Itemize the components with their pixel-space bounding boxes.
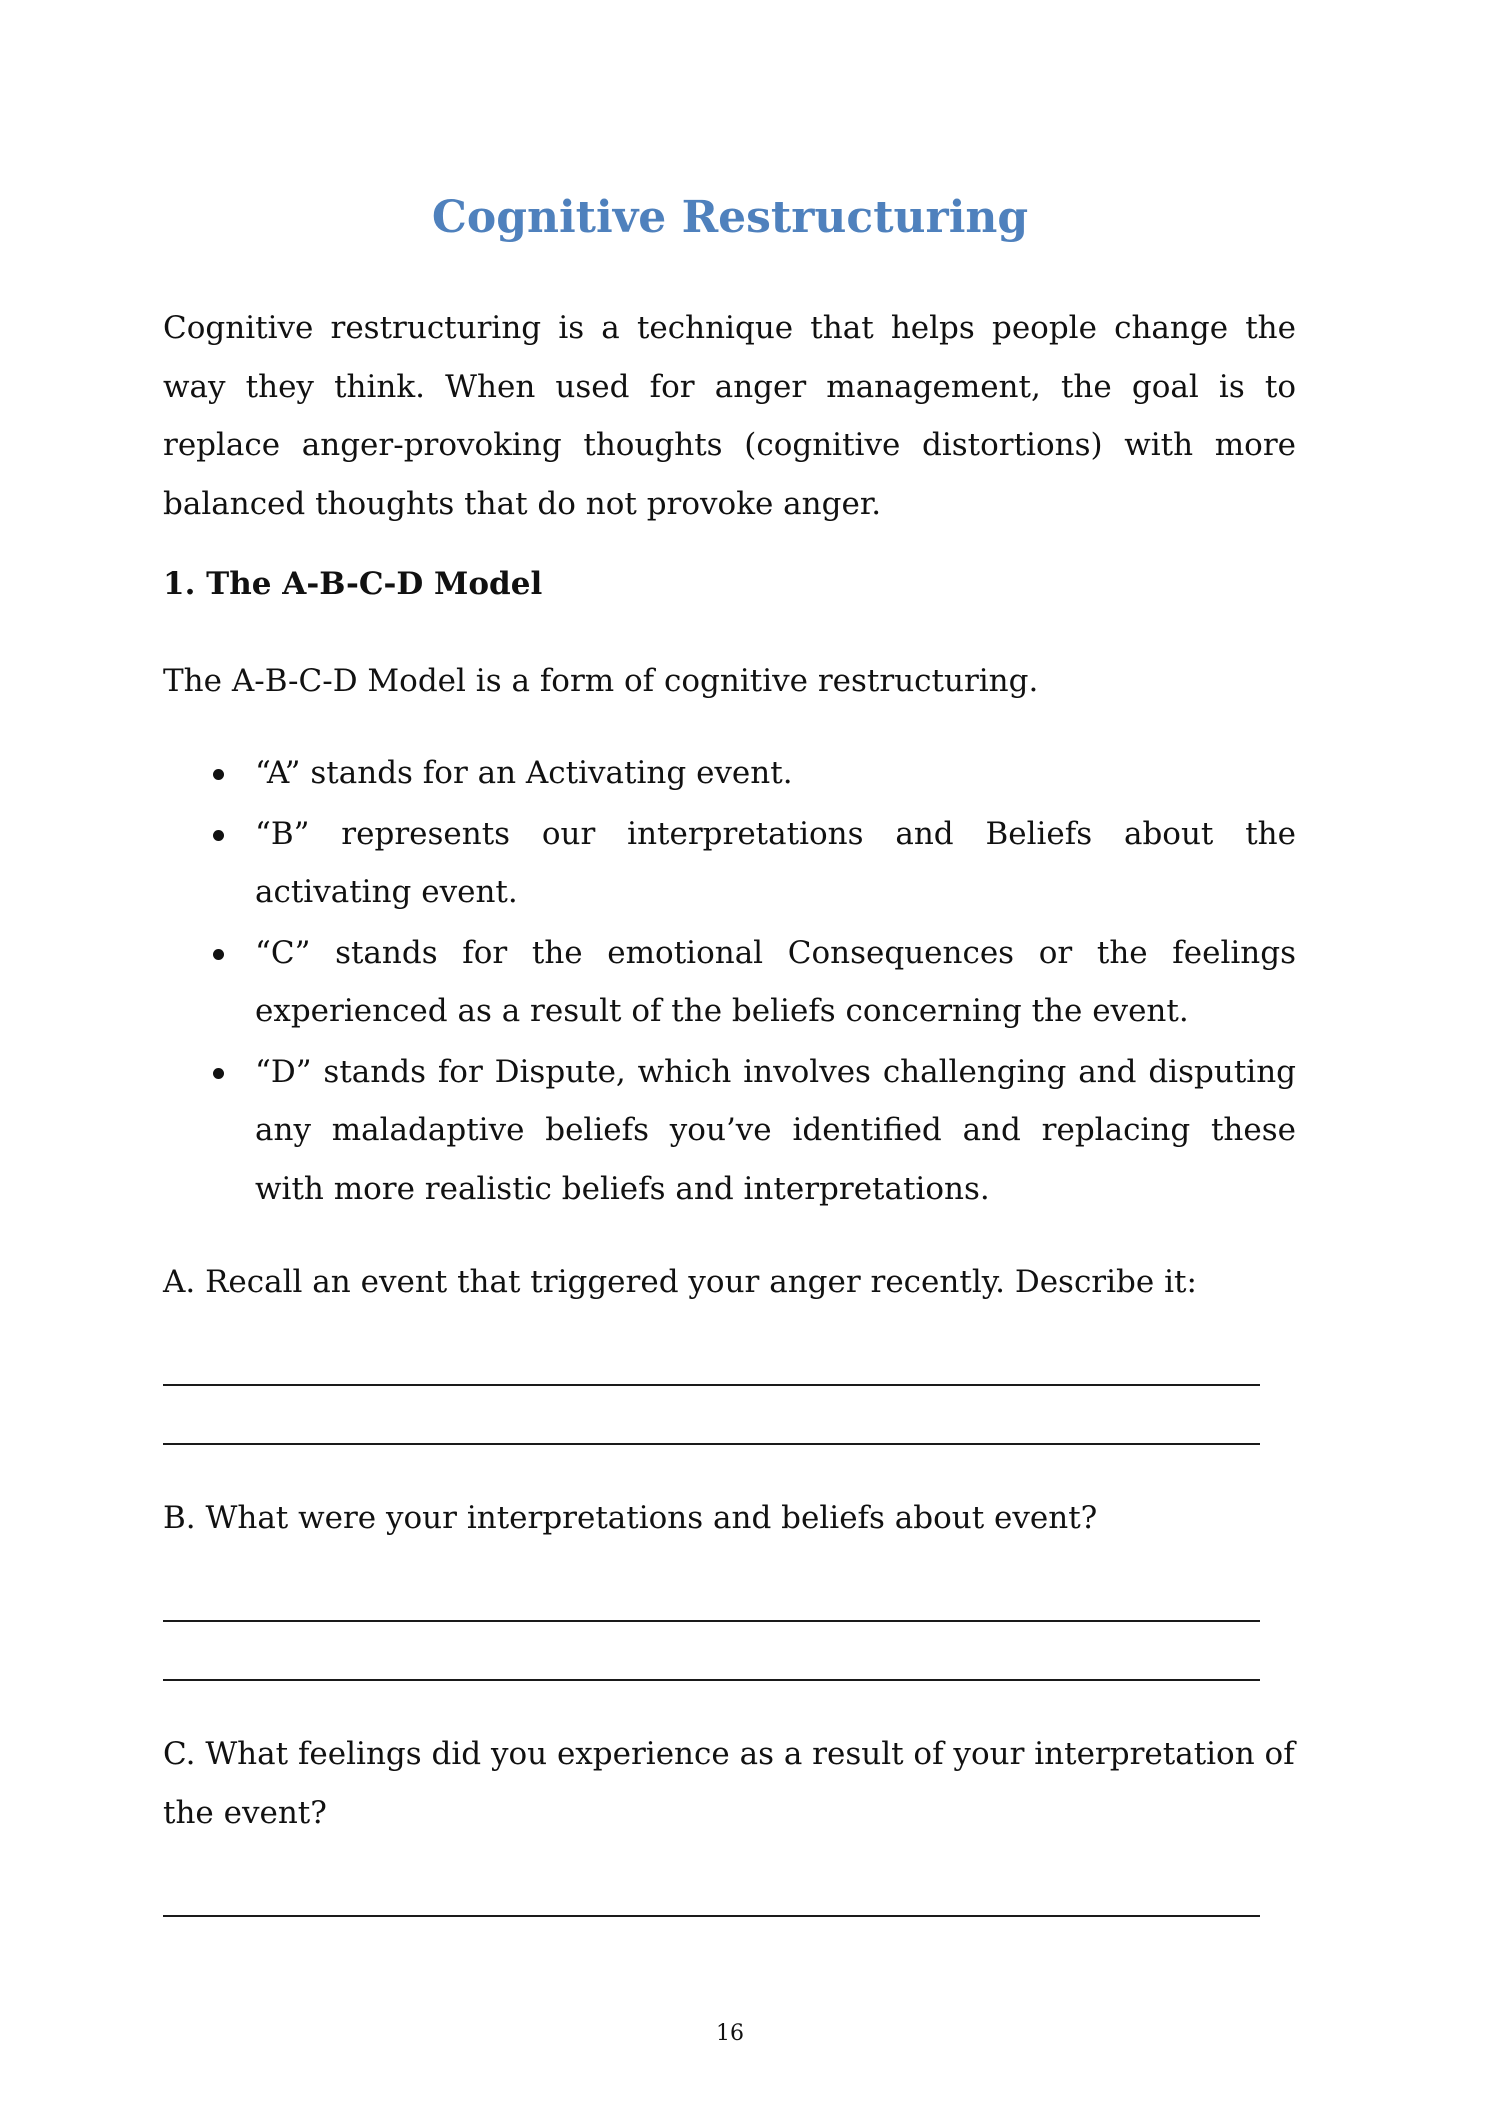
bullet-icon: [213, 830, 224, 841]
answer-line-b1[interactable]: [163, 1620, 1260, 1622]
bullet-text: “D” stands for Dispute, which involves challenging and disputing any maladaptive beliefs you’ve identified and replacing these with more realistic beliefs and interpretations.: [255, 1053, 1296, 1207]
page-title: Cognitive Restructuring: [431, 192, 1029, 243]
answer-line-a2[interactable]: [163, 1443, 1260, 1445]
question-a: A. Recall an event that triggered your anger recently. Describe it:: [163, 1264, 1197, 1300]
bullet-icon: [213, 769, 224, 780]
question-b: B. What were your interpretations and beliefs about event?: [163, 1500, 1098, 1536]
intro-paragraph: Cognitive restructuring is a technique that helps people change the way they think. When used for anger management, the goal is to replace anger-provoking thoughts (cognitive distortions) with more balanced thoughts that do not provoke anger.: [163, 310, 1296, 522]
bullet-item-c: [163, 924, 1296, 1041]
answer-line-b2[interactable]: [163, 1679, 1260, 1681]
bullet-text: “A” stands for an Activating event.: [255, 755, 793, 791]
bullet-text: “C” stands for the emotional Consequences or the feelings experienced as a result of the beliefs concerning the event.: [255, 934, 1296, 1029]
question-c: C. What feelings did you experience as a result of your interpretation of the event?: [163, 1736, 1295, 1831]
bullet-icon: [213, 949, 224, 960]
bullet-item-d: [163, 1043, 1296, 1219]
section-heading: 1. The A-B-C-D Model: [163, 566, 543, 602]
bullet-item-a: [163, 744, 1296, 803]
answer-line-a1[interactable]: [163, 1384, 1260, 1386]
bullet-icon: [213, 1068, 224, 1079]
model-description: The A-B-C-D Model is a form of cognitive restructuring.: [163, 663, 1039, 699]
page-number: 16: [716, 2021, 744, 2046]
answer-line-c1[interactable]: [163, 1915, 1260, 1917]
bullet-text: “B” represents our interpretations and Beliefs about the activating event.: [255, 815, 1296, 910]
model-bullet-list: [163, 744, 1296, 1220]
bullet-item-b: [163, 805, 1296, 922]
